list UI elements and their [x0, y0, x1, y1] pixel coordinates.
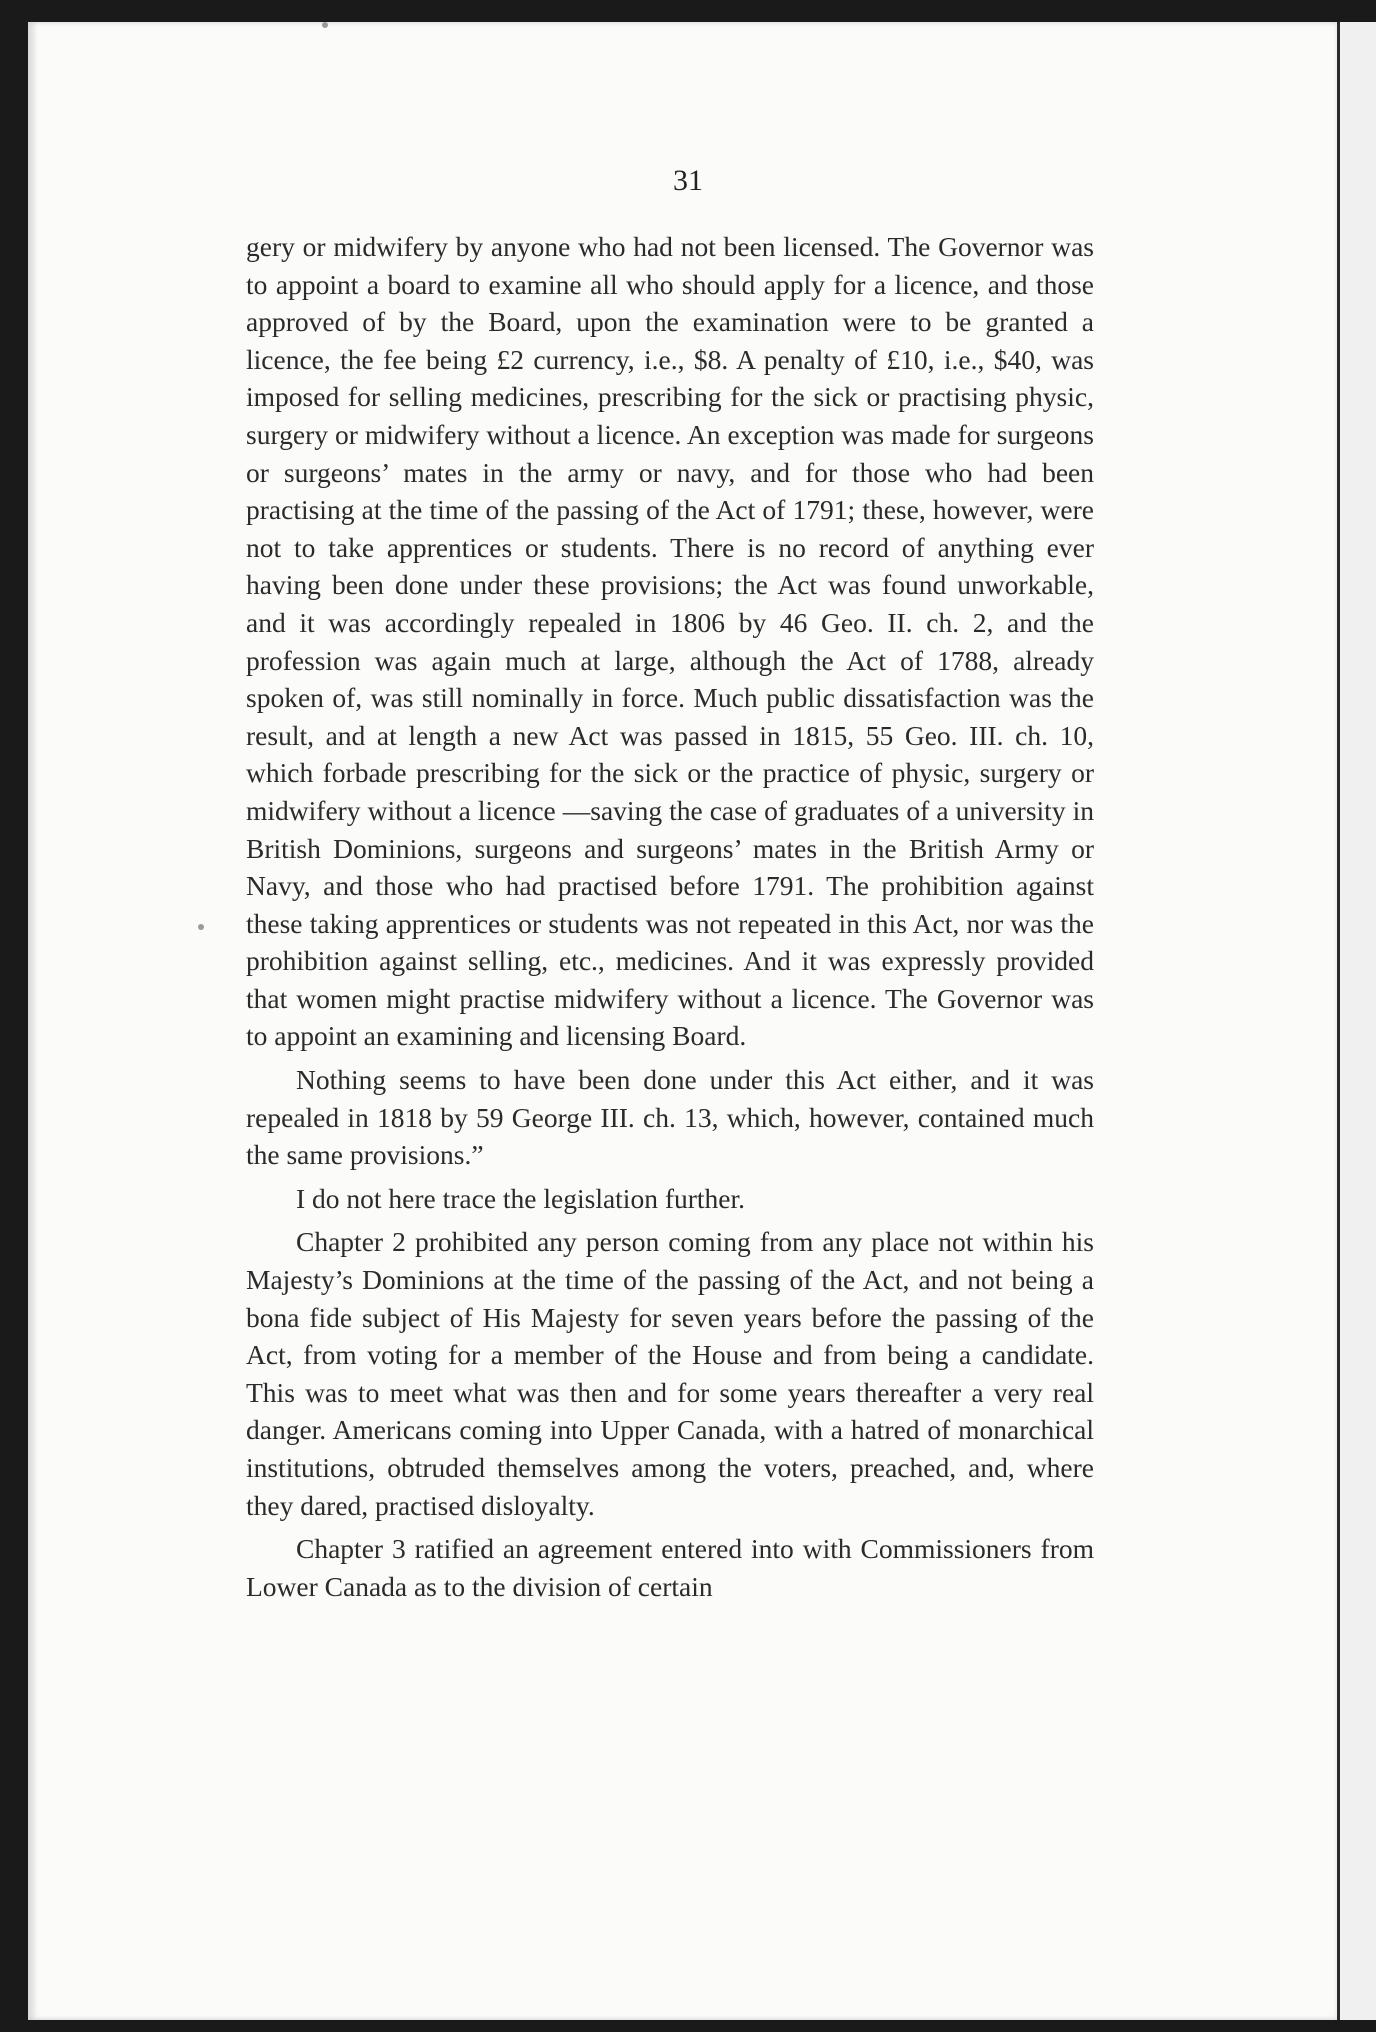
paragraph: Nothing seems to have been done under this Act either, and it was repealed in 1818 by 59 George III. ch. 13, which, however, contained much the same provisions.”: [246, 1064, 1094, 1171]
scan-speck: [322, 22, 328, 28]
page-text: [246, 228, 1094, 1611]
paragraph: Chapter 2 prohibited any person coming from any place not within his Majesty’s Dominions at the time of the passing of the Act, and not being a bona fide subject of His Majesty for seven years before the passing of the Act, from voting for a member of the House and from being a candidate. This was to meet what was then and for some years thereafter a very real danger. Americans coming into Upper Canada, with a hatred of monarchical institutions, obtruded themselves among the voters, preached, and, where they dared, practised disloyalty.: [246, 1226, 1094, 1521]
page-number: 31: [673, 164, 703, 197]
scan-speck: [198, 924, 204, 930]
page-edge: [1337, 22, 1376, 2020]
paragraph: I do not here trace the legislation further.: [296, 1182, 745, 1214]
paragraph: Chapter 3 ratified an agreement entered into with Commissioners from Lower Canada as to the division of certain: [246, 1533, 1094, 1602]
paragraph: gery or midwifery by anyone who had not been licensed. The Governor was to appoint a board to examine all who should apply for a licence, and those approved of by the Board, upon the examination were to be granted a licence, the fee being £2 currency, i.e., $8. A penalty of £10, i.e., $40, was imposed for selling medicines, prescribing for the sick or practising physic, surgery or midwifery without a licence. An exception was made for surgeons or surgeons’ mates in the army or navy, and for those who had been practising at the time of the passing of the Act of 1791; these, however, were not to take apprentices or students. There is no record of anything ever having been done under these provisions; the Act was found unworkable, and it was accordingly repealed in 1806 by 46 Geo. II. ch. 2, and the profession was again much at large, although the Act of 1788, already spoken of, was still nominally in force. Much public dissatisfaction was the result, and at length a new Act was passed in 1815, 55 Geo. III. ch. 10, which forbade prescribing for the sick or the practice of physic, surgery or midwifery without a licence —saving the case of graduates of a university in British Dominions, surgeons and surgeons’ mates in the British Army or Navy, and those who had practised before 1791. The prohibition against these taking apprentices or students was not repeated in this Act, nor was the prohibition against selling, etc., medicines. And it was expressly provided that women might practise midwifery without a licence. The Governor was to appoint an examining and licensing Board.: [246, 231, 1094, 1052]
